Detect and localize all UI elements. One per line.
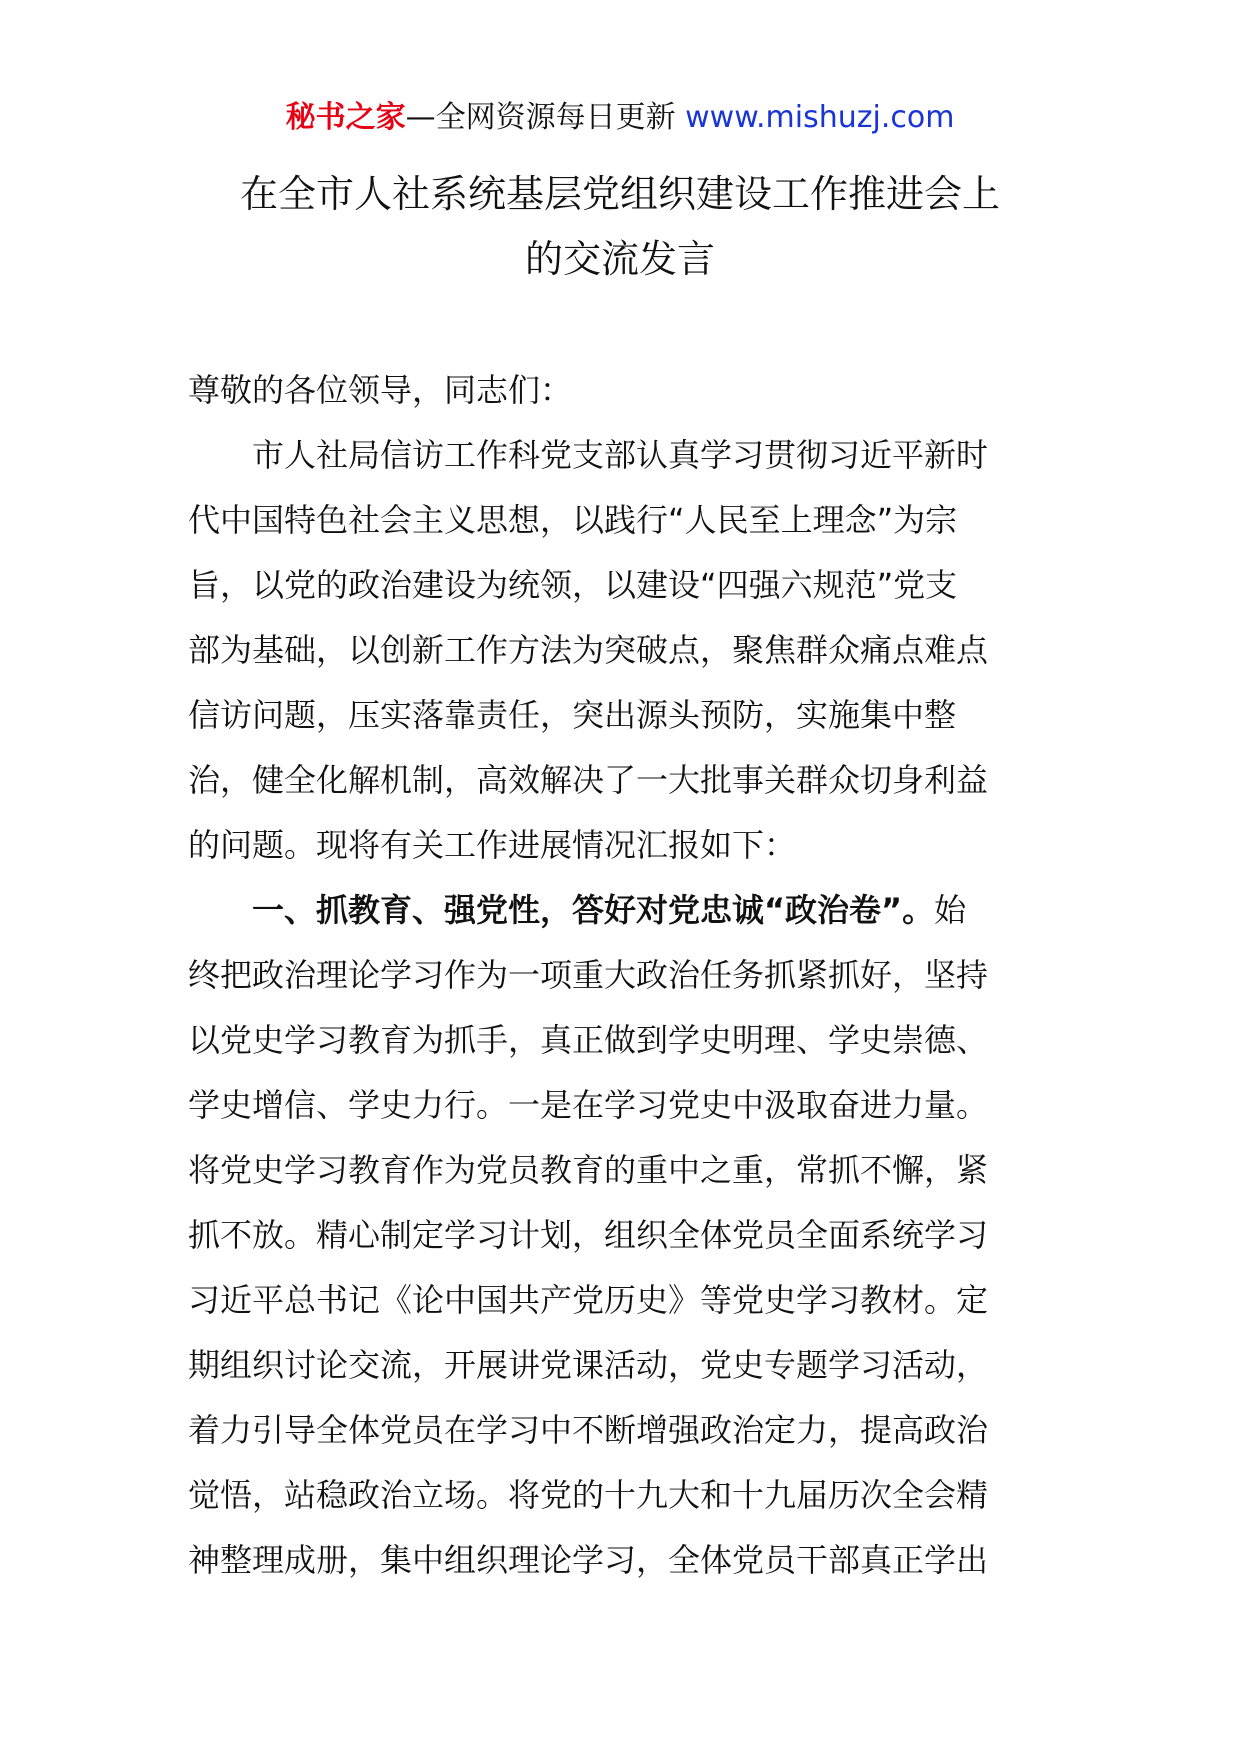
- paragraph-1: [188, 423, 1056, 878]
- header-tagline: —全网资源每日更新: [405, 100, 686, 135]
- paragraph-1-line: 的问题。现将有关工作进展情况汇报如下：: [188, 826, 797, 864]
- paragraph-1-line: 市人社局信访工作科党支部认真学习贯彻习近平新时: [252, 436, 989, 474]
- paragraph-1-line: 部为基础，以创新工作方法为突破点，聚焦群众痛点难点: [188, 631, 989, 669]
- salutation: 尊敬的各位领导，同志们：: [188, 371, 573, 409]
- paragraph-2-line: 终把政治理论学习作为一项重大政治任务抓紧抓好，坚持: [188, 956, 989, 994]
- document-title: [170, 162, 1070, 292]
- brand-name: 秘书之家: [285, 100, 406, 135]
- paragraph-2-first-line: [188, 878, 1056, 943]
- paragraph-2-line: 期组织讨论交流，开展讲党课活动，党史专题学习活动，: [188, 1346, 989, 1384]
- paragraph-2-first-tail: 始: [934, 891, 967, 929]
- document-body: [188, 358, 1056, 1593]
- site-url-link[interactable]: www.mishuzj.com: [685, 100, 955, 135]
- paragraph-2-line: 将党史学习教育作为党员教育的重中之重，常抓不懈，紧: [188, 1151, 989, 1189]
- paragraph-1-line: 治，健全化解机制，高效解决了一大批事关群众切身利益: [188, 761, 989, 799]
- paragraph-2-line: 习近平总书记《论中国共产党历史》等党史学习教材。定: [188, 1281, 989, 1319]
- section-heading-1: 一、抓教育、强党性，答好对党忠诚“政治卷”。: [252, 891, 935, 929]
- paragraph-2-line: 抓不放。精心制定学习计划，组织全体党员全面系统学习: [188, 1216, 989, 1254]
- title-line-2: 的交流发言: [524, 237, 715, 281]
- paragraph-2-line: 以党史学习教育为抓手，真正做到学史明理、学史崇德、: [188, 1021, 989, 1059]
- paragraph-2: [188, 878, 1056, 1593]
- title-line-1: 在全市人社系统基层党组织建设工作推进会上: [239, 172, 1000, 216]
- paragraph-2-line: 觉悟，站稳政治立场。将党的十九大和十九届历次全会精: [188, 1476, 989, 1514]
- paragraph-2-line: 学史增信、学史力行。一是在学习党史中汲取奋进力量。: [188, 1086, 989, 1124]
- paragraph-2-line: 神整理成册，集中组织理论学习，全体党员干部真正学出: [188, 1541, 989, 1579]
- paragraph-2-line: 着力引导全体党员在学习中不断增强政治定力，提高政治: [188, 1411, 989, 1449]
- paragraph-1-line: 信访问题，压实落靠责任，突出源头预防，实施集中整: [188, 696, 957, 734]
- site-header: [0, 98, 1240, 138]
- paragraph-1-line: 旨，以党的政治建设为统领，以建设“四强六规范”党支: [188, 566, 958, 604]
- paragraph-1-line: 代中国特色社会主义思想，以践行“人民至上理念”为宗: [188, 501, 958, 539]
